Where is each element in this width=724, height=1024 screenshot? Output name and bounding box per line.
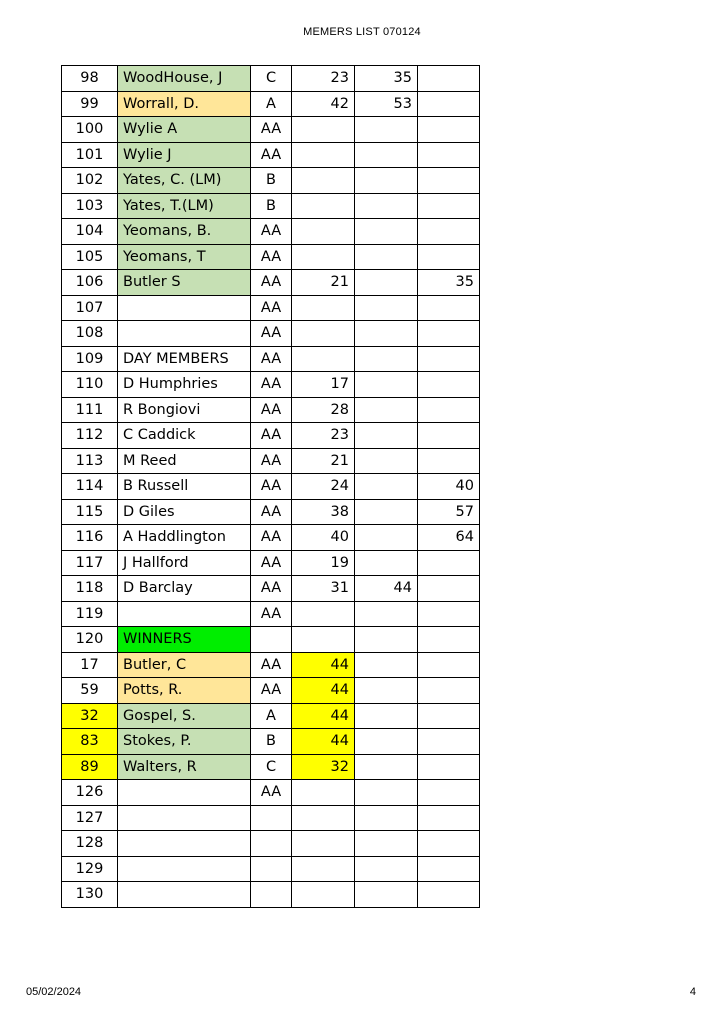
score-2-cell — [355, 423, 418, 449]
score-1-cell — [292, 780, 355, 806]
score-1-cell — [292, 805, 355, 831]
member-number-cell: 109 — [62, 346, 118, 372]
footer-date: 05/02/2024 — [26, 986, 82, 998]
member-name-cell — [118, 831, 251, 857]
member-name-cell: D Humphries — [118, 372, 251, 398]
score-3-cell — [418, 448, 480, 474]
score-1-cell: 28 — [292, 397, 355, 423]
score-1-cell: 38 — [292, 499, 355, 525]
member-number-cell: 100 — [62, 117, 118, 143]
member-number-cell: 105 — [62, 244, 118, 270]
member-grade-cell: B — [251, 168, 292, 194]
member-grade-cell: C — [251, 754, 292, 780]
page-header: MEMERS LIST 070124 — [303, 26, 421, 38]
table-row — [62, 499, 480, 525]
table-row — [62, 805, 480, 831]
score-1-cell: 44 — [292, 703, 355, 729]
table-row — [62, 678, 480, 704]
score-2-cell — [355, 168, 418, 194]
score-2-cell — [355, 193, 418, 219]
score-3-cell — [418, 117, 480, 143]
table-row — [62, 627, 480, 653]
score-2-cell — [355, 372, 418, 398]
score-1-cell — [292, 168, 355, 194]
member-number-cell: 126 — [62, 780, 118, 806]
member-name-cell — [118, 321, 251, 347]
score-2-cell — [355, 831, 418, 857]
score-3-cell: 40 — [418, 474, 480, 500]
member-name-cell: Butler, C — [118, 652, 251, 678]
score-1-cell — [292, 219, 355, 245]
score-3-cell — [418, 193, 480, 219]
member-grade-cell: A — [251, 703, 292, 729]
member-grade-cell — [251, 882, 292, 908]
member-name-cell: M Reed — [118, 448, 251, 474]
score-1-cell: 42 — [292, 91, 355, 117]
member-grade-cell: AA — [251, 550, 292, 576]
member-name-cell — [118, 295, 251, 321]
table-row — [62, 780, 480, 806]
table-row — [62, 576, 480, 602]
score-3-cell — [418, 91, 480, 117]
score-1-cell: 44 — [292, 652, 355, 678]
member-number-cell: 103 — [62, 193, 118, 219]
member-grade-cell: AA — [251, 295, 292, 321]
member-grade-cell — [251, 856, 292, 882]
member-number-cell: 98 — [62, 66, 118, 92]
score-1-cell: 32 — [292, 754, 355, 780]
score-2-cell — [355, 346, 418, 372]
score-3-cell — [418, 423, 480, 449]
member-number-cell: 115 — [62, 499, 118, 525]
member-name-cell: Butler S — [118, 270, 251, 296]
table-row — [62, 754, 480, 780]
member-name-cell — [118, 601, 251, 627]
score-3-cell — [418, 168, 480, 194]
member-number-cell: 128 — [62, 831, 118, 857]
member-name-cell: Yates, C. (LM) — [118, 168, 251, 194]
score-1-cell: 44 — [292, 729, 355, 755]
member-name-cell — [118, 856, 251, 882]
member-name-cell: B Russell — [118, 474, 251, 500]
table-row — [62, 270, 480, 296]
table-row — [62, 219, 480, 245]
member-number-cell: 99 — [62, 91, 118, 117]
member-number-cell: 127 — [62, 805, 118, 831]
score-1-cell — [292, 831, 355, 857]
member-number-cell: 118 — [62, 576, 118, 602]
score-3-cell — [418, 729, 480, 755]
score-2-cell — [355, 321, 418, 347]
score-1-cell — [292, 856, 355, 882]
score-3-cell — [418, 831, 480, 857]
member-grade-cell: A — [251, 91, 292, 117]
score-3-cell — [418, 576, 480, 602]
score-2-cell — [355, 270, 418, 296]
table-row — [62, 244, 480, 270]
score-1-cell — [292, 295, 355, 321]
score-3-cell — [418, 856, 480, 882]
member-number-cell: 111 — [62, 397, 118, 423]
score-3-cell — [418, 295, 480, 321]
score-3-cell — [418, 397, 480, 423]
score-1-cell — [292, 193, 355, 219]
member-number-cell: 17 — [62, 652, 118, 678]
members-table-body — [62, 66, 480, 908]
member-name-cell: C Caddick — [118, 423, 251, 449]
score-3-cell — [418, 219, 480, 245]
table-row — [62, 117, 480, 143]
member-grade-cell: AA — [251, 678, 292, 704]
member-grade-cell: AA — [251, 474, 292, 500]
score-2-cell — [355, 856, 418, 882]
score-2-cell — [355, 448, 418, 474]
score-2-cell — [355, 219, 418, 245]
table-row — [62, 295, 480, 321]
score-3-cell — [418, 627, 480, 653]
score-2-cell: 35 — [355, 66, 418, 92]
score-3-cell — [418, 601, 480, 627]
score-1-cell — [292, 117, 355, 143]
member-number-cell: 113 — [62, 448, 118, 474]
score-3-cell — [418, 703, 480, 729]
score-3-cell — [418, 346, 480, 372]
score-2-cell — [355, 550, 418, 576]
table-row — [62, 601, 480, 627]
member-name-cell: R Bongiovi — [118, 397, 251, 423]
member-number-cell: 119 — [62, 601, 118, 627]
table-row — [62, 474, 480, 500]
table-row — [62, 91, 480, 117]
member-number-cell: 120 — [62, 627, 118, 653]
score-2-cell: 44 — [355, 576, 418, 602]
table-row — [62, 346, 480, 372]
member-grade-cell: AA — [251, 219, 292, 245]
member-grade-cell: C — [251, 66, 292, 92]
score-1-cell: 31 — [292, 576, 355, 602]
member-number-cell: 130 — [62, 882, 118, 908]
score-3-cell — [418, 652, 480, 678]
score-2-cell — [355, 474, 418, 500]
member-grade-cell: AA — [251, 244, 292, 270]
member-name-cell: WINNERS — [118, 627, 251, 653]
table-row — [62, 703, 480, 729]
member-name-cell: Wylie A — [118, 117, 251, 143]
score-2-cell — [355, 780, 418, 806]
score-2-cell — [355, 703, 418, 729]
member-number-cell: 117 — [62, 550, 118, 576]
score-2-cell — [355, 678, 418, 704]
score-1-cell: 24 — [292, 474, 355, 500]
score-1-cell — [292, 346, 355, 372]
table-row — [62, 831, 480, 857]
score-1-cell — [292, 601, 355, 627]
score-2-cell: 53 — [355, 91, 418, 117]
score-1-cell — [292, 321, 355, 347]
score-2-cell — [355, 525, 418, 551]
table-row — [62, 168, 480, 194]
member-grade-cell: AA — [251, 321, 292, 347]
member-name-cell: A Haddlington — [118, 525, 251, 551]
score-2-cell — [355, 117, 418, 143]
member-grade-cell — [251, 805, 292, 831]
members-table — [61, 65, 480, 908]
member-grade-cell: AA — [251, 448, 292, 474]
score-2-cell — [355, 142, 418, 168]
score-3-cell — [418, 66, 480, 92]
member-grade-cell — [251, 627, 292, 653]
member-number-cell: 110 — [62, 372, 118, 398]
score-3-cell — [418, 321, 480, 347]
member-name-cell: D Barclay — [118, 576, 251, 602]
member-name-cell: DAY MEMBERS — [118, 346, 251, 372]
score-2-cell — [355, 729, 418, 755]
score-2-cell — [355, 652, 418, 678]
score-2-cell — [355, 805, 418, 831]
member-number-cell: 116 — [62, 525, 118, 551]
table-row — [62, 729, 480, 755]
member-name-cell: Worrall, D. — [118, 91, 251, 117]
member-grade-cell: AA — [251, 652, 292, 678]
member-name-cell: Yeomans, B. — [118, 219, 251, 245]
member-name-cell: WoodHouse, J — [118, 66, 251, 92]
score-3-cell: 35 — [418, 270, 480, 296]
member-number-cell: 112 — [62, 423, 118, 449]
score-1-cell: 21 — [292, 448, 355, 474]
member-grade-cell: AA — [251, 780, 292, 806]
score-1-cell: 23 — [292, 66, 355, 92]
score-2-cell — [355, 244, 418, 270]
member-number-cell: 32 — [62, 703, 118, 729]
table-row — [62, 397, 480, 423]
member-name-cell: Potts, R. — [118, 678, 251, 704]
member-name-cell: Wylie J — [118, 142, 251, 168]
member-grade-cell: AA — [251, 117, 292, 143]
member-number-cell: 89 — [62, 754, 118, 780]
member-name-cell: Gospel, S. — [118, 703, 251, 729]
footer-page-number: 4 — [689, 986, 696, 998]
member-number-cell: 106 — [62, 270, 118, 296]
score-2-cell — [355, 754, 418, 780]
score-3-cell — [418, 805, 480, 831]
score-1-cell: 40 — [292, 525, 355, 551]
score-2-cell — [355, 295, 418, 321]
score-3-cell — [418, 754, 480, 780]
member-number-cell: 102 — [62, 168, 118, 194]
table-row — [62, 372, 480, 398]
member-grade-cell: AA — [251, 525, 292, 551]
score-1-cell: 19 — [292, 550, 355, 576]
member-grade-cell: AA — [251, 397, 292, 423]
table-row — [62, 423, 480, 449]
member-name-cell — [118, 882, 251, 908]
member-grade-cell: AA — [251, 423, 292, 449]
table-row — [62, 882, 480, 908]
score-3-cell — [418, 142, 480, 168]
table-row — [62, 66, 480, 92]
member-name-cell: Yates, T.(LM) — [118, 193, 251, 219]
table-row — [62, 193, 480, 219]
score-3-cell — [418, 550, 480, 576]
member-grade-cell: AA — [251, 372, 292, 398]
score-2-cell — [355, 499, 418, 525]
score-3-cell — [418, 372, 480, 398]
table-row — [62, 142, 480, 168]
member-number-cell: 129 — [62, 856, 118, 882]
member-name-cell: Walters, R — [118, 754, 251, 780]
member-name-cell — [118, 780, 251, 806]
score-1-cell: 21 — [292, 270, 355, 296]
member-number-cell: 101 — [62, 142, 118, 168]
table-row — [62, 550, 480, 576]
table-row — [62, 525, 480, 551]
member-name-cell: J Hallford — [118, 550, 251, 576]
member-grade-cell: AA — [251, 499, 292, 525]
score-2-cell — [355, 882, 418, 908]
score-2-cell — [355, 397, 418, 423]
member-name-cell: Yeomans, T — [118, 244, 251, 270]
table-row — [62, 321, 480, 347]
table-row — [62, 856, 480, 882]
score-1-cell: 44 — [292, 678, 355, 704]
member-grade-cell: B — [251, 193, 292, 219]
score-1-cell — [292, 882, 355, 908]
member-number-cell: 107 — [62, 295, 118, 321]
member-number-cell: 104 — [62, 219, 118, 245]
member-number-cell: 108 — [62, 321, 118, 347]
member-grade-cell: AA — [251, 270, 292, 296]
score-2-cell — [355, 601, 418, 627]
score-3-cell — [418, 882, 480, 908]
table-row — [62, 652, 480, 678]
member-grade-cell: AA — [251, 346, 292, 372]
score-2-cell — [355, 627, 418, 653]
member-grade-cell: AA — [251, 576, 292, 602]
score-1-cell: 17 — [292, 372, 355, 398]
score-1-cell — [292, 627, 355, 653]
member-grade-cell: AA — [251, 142, 292, 168]
score-3-cell — [418, 678, 480, 704]
member-name-cell: D Giles — [118, 499, 251, 525]
member-name-cell — [118, 805, 251, 831]
score-3-cell — [418, 244, 480, 270]
member-number-cell: 59 — [62, 678, 118, 704]
member-grade-cell: B — [251, 729, 292, 755]
score-3-cell: 64 — [418, 525, 480, 551]
member-number-cell: 83 — [62, 729, 118, 755]
score-1-cell — [292, 244, 355, 270]
score-3-cell: 57 — [418, 499, 480, 525]
score-1-cell: 23 — [292, 423, 355, 449]
member-name-cell: Stokes, P. — [118, 729, 251, 755]
member-grade-cell — [251, 831, 292, 857]
score-1-cell — [292, 142, 355, 168]
member-grade-cell: AA — [251, 601, 292, 627]
member-number-cell: 114 — [62, 474, 118, 500]
table-row — [62, 448, 480, 474]
score-3-cell — [418, 780, 480, 806]
